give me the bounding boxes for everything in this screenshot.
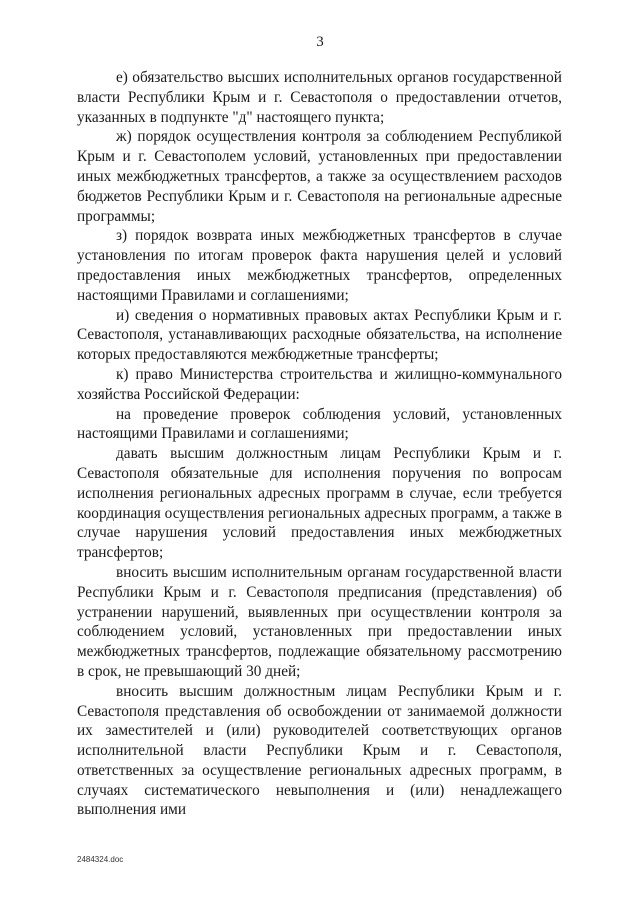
paragraph-inspections: на проведение проверок соблюдения условий, установленных настоящими Правилами и соглашениями; (77, 405, 562, 443)
paragraph-k: к) право Министерства строительства и жилищно-коммунального хозяйства Российской Федерации: (77, 365, 562, 403)
paragraph-z: з) порядок возврата иных межбюджетных трансфертов в случае установления по итогам проверок факта нарушения целей и условий предоставления иных межбюджетных трансфертов, определенных настоящими Правилами и соглашениями; (77, 227, 562, 304)
paragraph-e: е) обязательство высших исполнительных органов государственной власти Республики Крым и г. Севастополя о предоставлении отчетов, указанных в подпункте "д" настоящего пункта; (77, 69, 562, 126)
paragraph-instructions: давать высшим должностным лицам Республики Крым и г. Севастополя обязательные для исполнения поручения по вопросам исполнения региональных адресных программ в случае, если требуется координация осуществления региональных адресных программ, а также в случае нарушения условий предоставления иных межбюджетных трансфертов; (77, 445, 562, 562)
paragraph-prescriptions: вносить высшим исполнительным органам государственной власти Республики Крым и г. Севастополя предписания (представления) об устранении нарушений, выявленных при осуществлении контроля за соблюдением условий, установленных при предоставлении иных межбюджетных трансфертов, подлежащие обязательному рассмотрению в срок, не превышающий 30 дней; (77, 563, 562, 680)
paragraph-dismissal: вносить высшим должностным лицам Республики Крым и г. Севастополя представления об освобождении от занимаемой должности их заместителей и (или) руководителей соответствующих органов исполнительной власти Республики Крым и г. Севастополя, ответственных за осуществление региональных адресных программ, в случаях систематического невыполнения и (или) ненадлежащего выполнения ими (77, 682, 562, 819)
paragraph-i: и) сведения о нормативных правовых актах Республики Крым и г. Севастополя, устанавливающих расходные обязательства, на исполнение которых предоставляются межбюджетные трансферты; (77, 306, 562, 364)
page-number: 3 (316, 34, 324, 50)
document-file-code: 2484324.doc (77, 855, 124, 864)
document-body (77, 68, 562, 820)
paragraph-zh: ж) порядок осуществления контроля за соблюдением Республикой Крым и г. Севастополем условий, установленных при предоставлении иных межбюджетных трансфертов, а также за осуществлением расходов бюджетов Республики Крым и г. Севастополя на региональные адресные программы; (77, 128, 562, 225)
